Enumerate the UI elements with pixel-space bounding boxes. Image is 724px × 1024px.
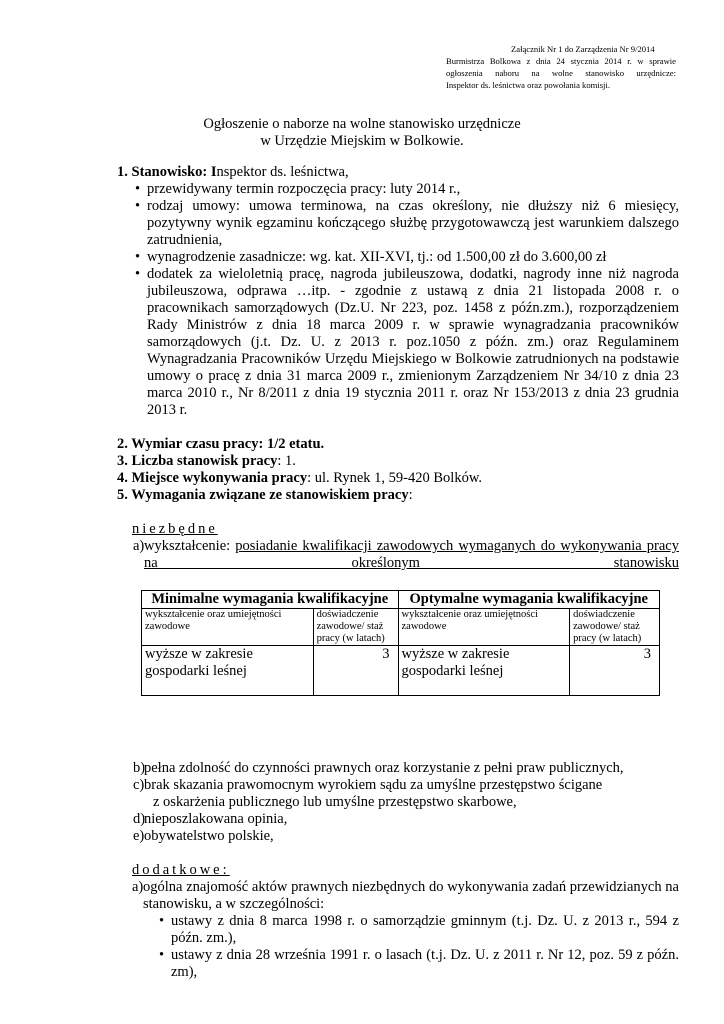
section-label: 5. Wymagania związane ze stanowiskiem pracy: [117, 487, 409, 503]
bullet-icon: •: [135, 249, 141, 265]
section-value: : ul. Rynek 1, 59-420 Bolków.: [307, 470, 482, 486]
section-label: 4. Miejsce wykonywania pracy: [117, 470, 308, 486]
bullet-icon: •: [135, 198, 141, 214]
header-line: Załącznik Nr 1 do Zarządzenia Nr 9/2014: [511, 44, 655, 54]
additional-item-a: a) ogólna znajomość aktów prawnych niezbędnych do wykonywania zadań przewidzianych na stanowisku, a w szczególności:: [132, 879, 679, 912]
section-value: :: [408, 487, 413, 503]
col-education: wykształcenie oraz umiejętności zawodowe: [398, 609, 570, 646]
required-item-c-cont: z oskarżenia publicznego lub umyślne przestępstwo skarbowe,: [153, 794, 517, 810]
bullet-text: przewidywany termin rozpoczęcia pracy: luty 2014 r.,: [147, 181, 461, 197]
section-requirements: [117, 487, 679, 504]
col-experience: doświadczenie zawodowe/ staż pracy (w latach): [570, 609, 660, 646]
col-education: wykształcenie oraz umiejętności zawodowe: [142, 609, 314, 646]
title-line: w Urzędzie Miejskim w Bolkowie.: [260, 133, 464, 149]
section-label: 3. Liczba stanowisk pracy: [117, 453, 278, 469]
title-line: Ogłoszenie o naborze na wolne stanowisko urzędnicze: [203, 116, 521, 132]
bullet-item: [117, 181, 679, 198]
header-line: Burmistrza Bolkowa z dnia 24 stycznia 2014 r. w sprawie: [446, 56, 676, 66]
required-item-a: a) wykształcenie: posiadanie kwalifikacji zawodowych wymaganych do wykonywania pracy na określonym stanowisku: [133, 538, 679, 571]
bullet-item: [117, 249, 679, 266]
required-item-e: e) obywatelstwo polskie,: [133, 828, 274, 844]
min-years-cell: 3: [313, 646, 398, 696]
bullet-icon: •: [135, 181, 141, 197]
item-marker: a): [133, 538, 145, 554]
section-workplace: [117, 470, 679, 487]
required-item-c: c) brak skazania prawomocnym wyrokiem sądu za umyślne przestępstwo ścigane: [133, 777, 603, 793]
header-line: Inspektor ds. leśnictwa oraz powołania komisji.: [446, 80, 610, 90]
required-item-b: b) pełna zdolność do czynności prawnych oraz korzystanie z pełni praw publicznych,: [133, 760, 624, 776]
section-position: [117, 164, 679, 181]
bullet-text: dodatek za wieloletnią pracę, nagroda jubileuszowa, dodatki, nagrody inne niż nagroda jubileuszowa, odprawa …itp. - zgodnie z ustawą z dnia 21 listopada 2008 r. o pracownikach samorządowych (Dz.U. Nr 223, poz. 1458 z późn.zm.), rozporządzeniem Rady Ministrów z dnia 18 marca 2009 r. w sprawie wynagradzania pracowników samorządowych (j.t. Dz. U. z 2013 r. poz.1050 z późn. zm.) oraz Regulaminem Wynagradzania Pracowników Urzędu Miejskiego w Bolkowie zatrudnionych na podstawie umowy o pracę z dnia 31 marca 2009 r., zmienionym Zarządzeniem Nr 34/10 z dnia 23 marca 2010 r., Nr 8/2011 z dnia 19 stycznia 2011 r. oraz Nr 153/2013 z dnia 23 grudnia 2013 r.: [147, 266, 679, 418]
required-heading: niezbędne: [132, 521, 218, 537]
header-line: ogłoszenia naboru na wolne stanowisko urzędnicze:: [446, 68, 676, 78]
additional-subitem: • ustawy z dnia 28 września 1991 r. o lasach (t.j. Dz. U. z 2011 r. Nr 12, poz. 59 z późn. zm),: [159, 947, 679, 980]
document-body: [117, 164, 679, 981]
section-label: 1. Stanowisko: I: [117, 164, 217, 180]
bullet-item: [117, 198, 679, 249]
opt-header: Optymalne wymagania kwalifikacyjne: [398, 591, 660, 609]
additional-heading: dodatkowe:: [132, 862, 230, 878]
bullet-icon: •: [159, 913, 165, 929]
col-experience: doświadczenie zawodowe/ staż pracy (w latach): [313, 609, 398, 646]
section-label: 2. Wymiar czasu pracy: 1/2 etatu.: [117, 436, 325, 452]
opt-years-cell: 3: [570, 646, 660, 696]
section-value: nspektor ds. leśnictwa,: [216, 164, 349, 180]
attachment-header: [446, 43, 676, 91]
qualifications-table: [141, 590, 660, 696]
bullet-icon: •: [159, 947, 165, 963]
bullet-text: wynagrodzenie zasadnicze: wg. kat. XII-XVI, tj.: od 1.500,00 zł do 3.600,00 zł: [147, 249, 607, 265]
required-item-d: d) nieposzlakowana opinia,: [133, 811, 288, 827]
opt-education-cell: wyższe w zakresie gospodarki leśnej: [398, 646, 570, 696]
section-positions-count: [117, 453, 679, 470]
additional-subitem: • ustawy z dnia 8 marca 1998 r. o samorządzie gminnym (t.j. Dz. U. z 2013 r., 594 z późn. zm.),: [159, 913, 679, 946]
bullet-item: [117, 266, 679, 419]
min-education-cell: wyższe w zakresie gospodarki leśnej: [142, 646, 314, 696]
section-working-time: [117, 436, 679, 453]
bullet-icon: •: [135, 266, 141, 282]
page-title: [0, 116, 724, 150]
section-value: : 1.: [277, 453, 296, 469]
min-header: Minimalne wymagania kwalifikacyjne: [142, 591, 399, 609]
bullet-text: rodzaj umowy: umowa terminowa, na czas określony, nie dłuższy niż 6 miesięcy, pozytywny wynik egzaminu kończącego służbę przygotowawczą jest warunkiem dalszego zatrudnienia,: [147, 198, 679, 248]
